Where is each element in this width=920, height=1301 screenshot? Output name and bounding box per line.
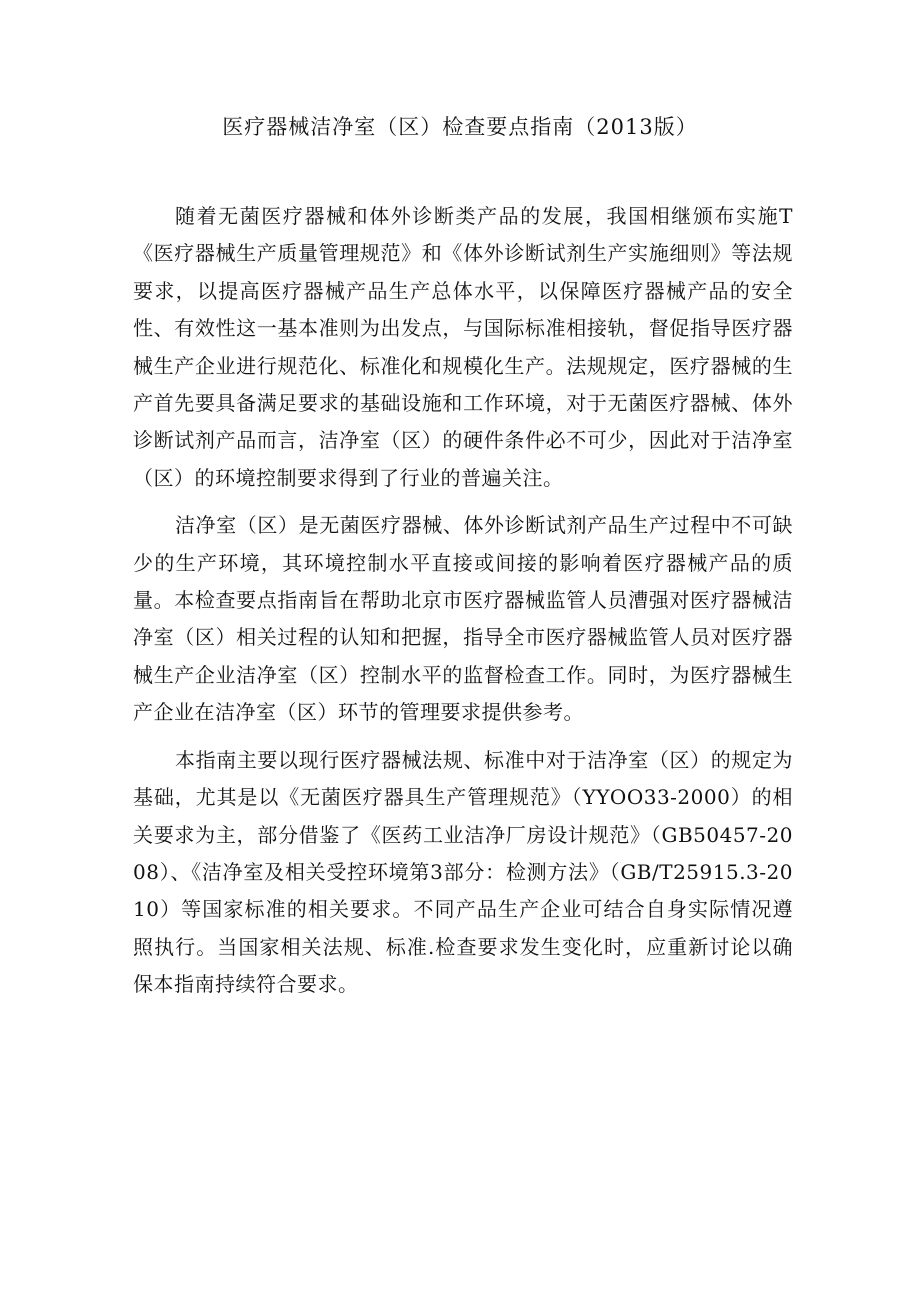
paragraph-1: 随着无菌医疗器械和体外诊断类产品的发展，我国相继颁布实施T《医疗器械生产质量管理规范》和《体外诊断试剂生产实施细则》等法规要求，以提高医疗器械产品生产总体水平，以保障医疗器械产品的安全性、有效性这一基本准则为出发点，与国际标准相接轨，督促指导医疗器械生产企业进行规范化、标准化和规模化生产。法规规定，医疗器械的生产首先要具备满足要求的基础设施和工作环境，对于无菌医疗器械、体外诊断试剂产品而言，洁净室（区）的硬件条件必不可少，因此对于洁净室（区）的环境控制要求得到了行业的普遍关注。 [133, 204, 793, 490]
paragraph-2: 洁净室（区）是无菌医疗器械、体外诊断试剂产品生产过程中不可缺少的生产环境，其环境控制水平直接或间接的影响着医疗器械产品的质量。本检查要点指南旨在帮助北京市医疗器械监管人员漕强对医疗器械洁净室（区）相关过程的认知和把握，指导全市医疗器械监管人员对医疗器械生产企业洁净室（区）控制水平的监督检查工作。同时，为医疗器械生产企业在洁净室（区）环节的管理要求提供参考。 [133, 513, 793, 725]
document-title: 医疗器械洁净室（区）检查要点指南（2013版） [222, 115, 698, 139]
paragraph-3: 本指南主要以现行医疗器械法规、标准中对于洁净室（区）的规定为基础，尤其是以《无菌医疗器具生产管理规范》（YYOO33-2000）的相关要求为主，部分借鉴了《医药工业洁净厂房设计规范》（GB50457-2008）、《洁净室及相关受控环境第3部分：检测方法》（GB/T25915.3-2010）等国家标准的相关要求。不同产品生产企业可结合自身实际情况遵照执行。当国家相关法规、标准.检查要求发生变化时，应重新讨论以确保本指南持续符合要求。 [133, 747, 793, 997]
document-body [133, 198, 793, 1014]
